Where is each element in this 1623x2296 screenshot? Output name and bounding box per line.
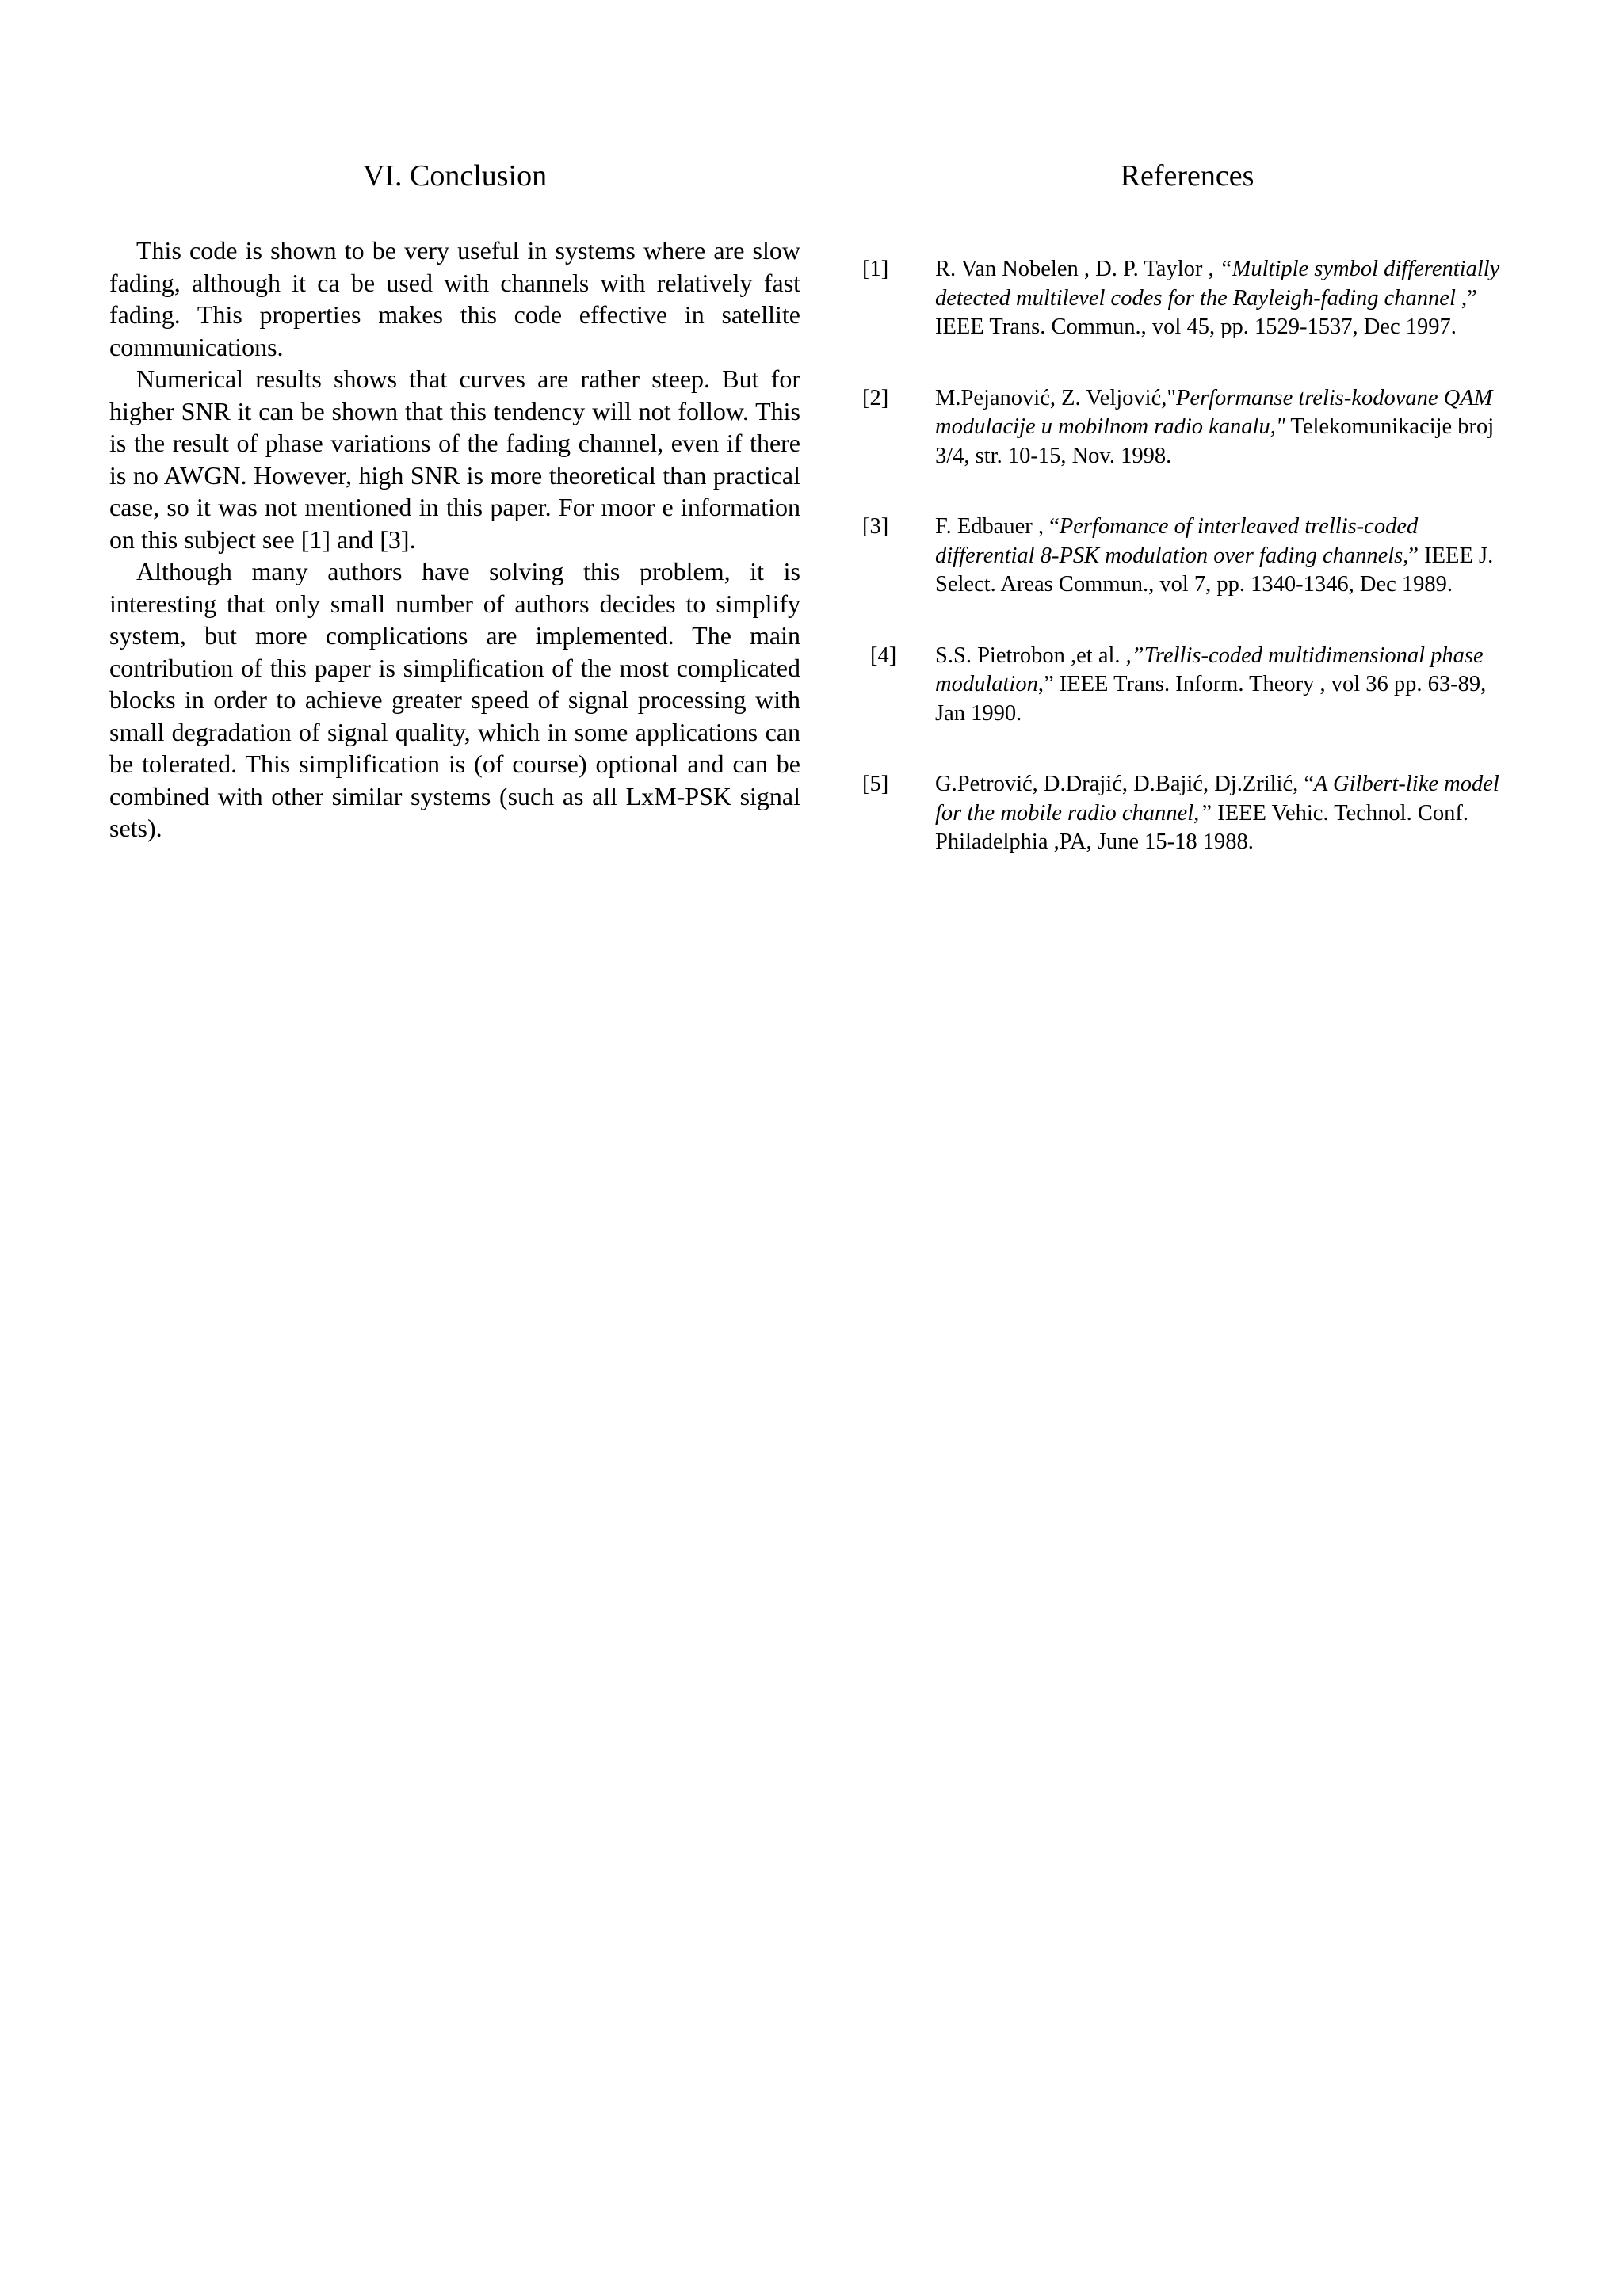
reference-item [862,384,1512,471]
reference-details: ,” IEEE Trans. Commun., vol 45, pp. 1529-1537, Dec 1997. [935,285,1477,339]
conclusion-paragraph: This code is shown to be very useful in systems where are slow fading, although it ca be used with channels with relatively fast fading. This properties makes this code effective in satellite communications. [109,236,800,361]
reference-number: [2] [862,385,889,410]
reference-title: “Multiple symbol differentially detected multilevel codes for the Rayleigh-fading channel [935,257,1500,311]
reference-authors: F. Edbauer , “ [935,514,1060,539]
reference-item [862,255,1512,342]
reference-item [862,642,1512,729]
reference-item [862,770,1512,857]
reference-item [862,513,1512,600]
reference-title: Performanse trelis-kodovane QAM modulacije u mobilnom radio kanalu," [935,385,1493,439]
references-heading: References [1120,159,1254,193]
reference-authors: R. Van Nobelen , D. P. Taylor , [935,257,1220,281]
conclusion-paragraph: Numerical results shows that curves are rather steep. But for higher SNR it can be shown that this tendency will not follow. This is the result of phase variations of the fading channel, even if there is no AWGN. However, high SNR is more theoretical than practical case, so it was not mentioned in this paper. For moor e information on this subject see [1] and [3]. [109,364,800,554]
reference-authors: G.Petrović, D.Drajić, D.Bajić, Dj.Zrilić, “ [935,772,1315,796]
reference-number: [4] [870,643,897,668]
reference-number: [3] [862,514,889,539]
reference-details: IEEE Vehic. Technol. Conf. Philadelphia ,PA, June 15-18 1988. [935,800,1468,854]
reference-details: ,” IEEE J. Select. Areas Commun., vol 7, pp. 1340-1346, Dec 1989. [935,543,1494,597]
reference-title: Perfomance of interleaved trellis-coded differential 8-PSK modulation over fading channels [935,514,1419,568]
reference-title: A Gilbert-like model for the mobile radio channel,” [935,772,1499,826]
reference-authors: M.Pejanović, Z. Veljović," [935,385,1176,410]
reference-number: [5] [862,772,889,796]
reference-title: ,”Trellis-coded multidimensional phase modulation [935,643,1484,696]
reference-authors: S.S. Pietrobon ,et al. [935,643,1121,668]
reference-details: ,” IEEE Trans. Inform. Theory , vol 36 pp. 63-89, Jan 1990. [935,672,1487,726]
conclusion-paragraph: Although many authors have solving this problem, it is interesting that only small number of authors decides to simplify system, but more complications are implemented. The main contribution of this paper is simplification of the most complicated blocks in order to achieve greater speed of signal processing with small degradation of signal quality, which in some applications can be tolerated. This simplification is (of course) optional and can be combined with other similar systems (such as all LxM-PSK signal sets). [109,557,800,842]
conclusion-section [109,155,800,845]
reference-number: [1] [862,257,889,281]
conclusion-heading: VI. Conclusion [362,159,548,193]
references-section [862,155,1512,899]
reference-details: Telekomunikacije broj 3/4, str. 10-15, Nov. 1998. [935,414,1495,468]
